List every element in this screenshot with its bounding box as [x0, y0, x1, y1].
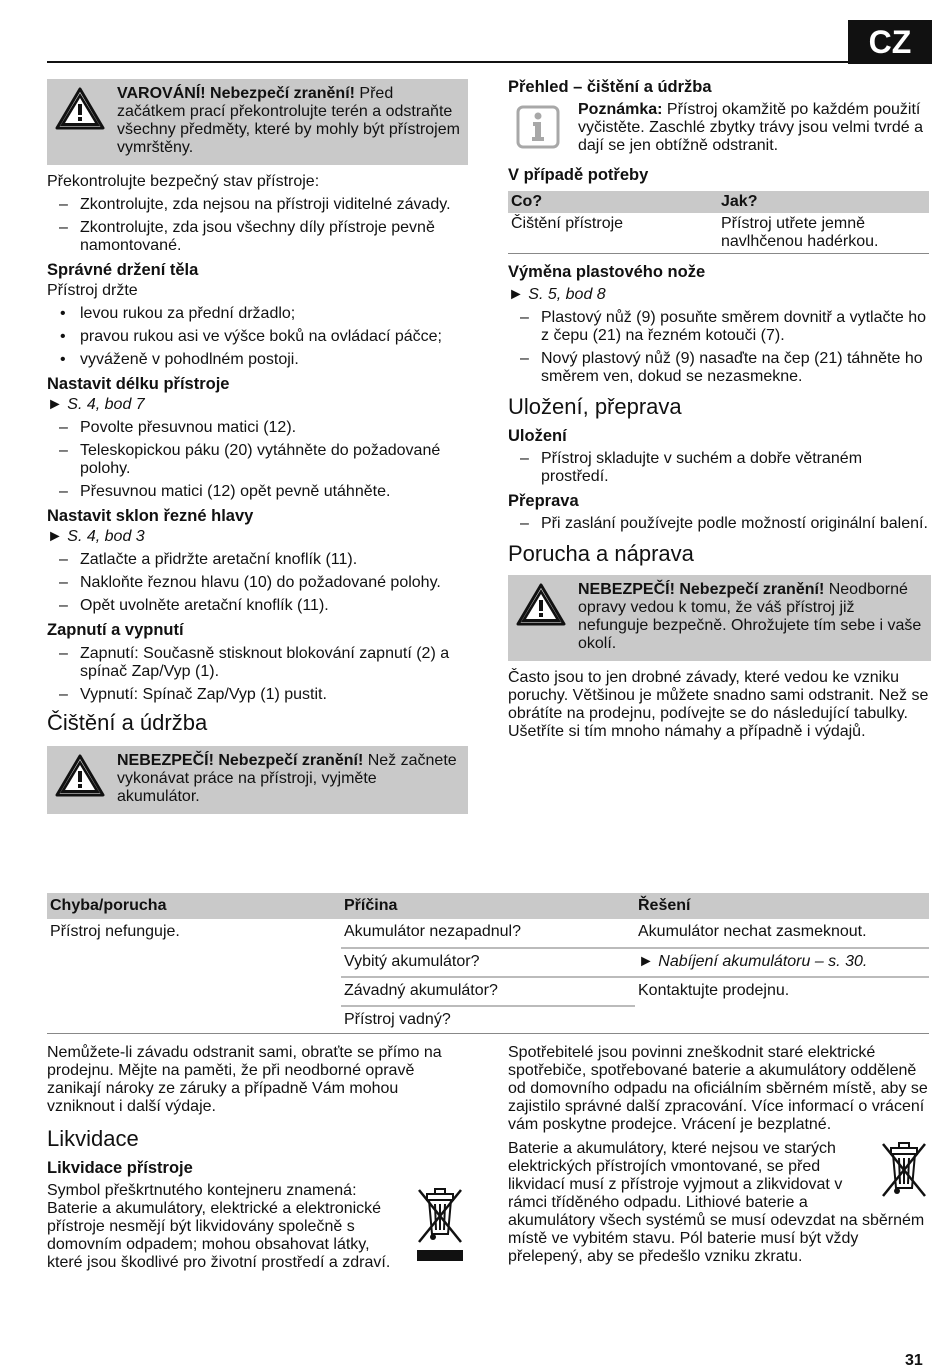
table-header: Jak?: [718, 191, 929, 213]
list-item: – Nový plastový nůž (9) nasaďte na čep (21) táhněte ho směrem ven, dokud se nezasmekne.: [508, 350, 931, 386]
fault-paragraph: Často jsou to jen drobné závady, které vedou ke vzniku poruchy. Většinou je můžete snadno sami odstranit. Než se obrátíte na prodejnu, podívejte se do následující tabulky. Ušetříte si tím mnoho námahy a případně i výdajů.: [508, 669, 929, 740]
list-item: – Vypnutí: Spínač Zap/Vyp (1) pustit.: [47, 686, 468, 704]
charging-ref: Nabíjení akumulátoru – s. 30.: [658, 953, 868, 970]
fault-table: [47, 893, 929, 1035]
table-cell: Vybitý akumulátor?: [341, 948, 635, 977]
table-header: Řešení: [635, 893, 929, 919]
table-cell: Akumulátor nechat zasmeknout.: [635, 919, 929, 948]
list-item: – Nakloňte řeznou hlavu (10) do požadované polohy.: [47, 574, 468, 592]
table-bottom-rule: [47, 1033, 929, 1034]
warning-text: Před začátkem prací překontrolujte terén a odstraňte všechny předměty, které by mohly být přístrojem vymrštěny.: [117, 85, 460, 156]
battery-paragraph: [508, 1140, 931, 1266]
table-cell: Čištění přístroje: [508, 213, 718, 254]
knife-ref-text: S. 5, bod 8: [528, 286, 606, 303]
check-intro: Překontrolujte bezpečný stav přístroje:: [47, 173, 320, 190]
info-icon: [516, 105, 560, 149]
table-row: [508, 213, 929, 254]
onoff-title: Zapnutí a vypnutí: [47, 621, 184, 639]
note: [508, 101, 931, 155]
overview-title: Přehled – čištění a údržba: [508, 78, 712, 96]
top-rule: [47, 61, 848, 63]
posture-title: Správné držení těla: [47, 261, 199, 279]
list-item: • pravou rukou asi ve výšce boků na ovládací páčce;: [47, 328, 468, 346]
list-item: • vyváženě v pohodlném postoji.: [47, 351, 468, 369]
list-item: – Povolte přesuvnou matici (12).: [47, 419, 468, 437]
list-item: – Plastový nůž (9) posuňte směrem dovnitř a vytlačte ho z čepu (21) na řezném kotouči (7).: [508, 309, 931, 345]
warning-strong: VAROVÁNÍ! Nebezpečí zranění!: [117, 85, 355, 102]
table-row: [47, 919, 929, 948]
right-column: [508, 77, 931, 741]
warning-box: [47, 79, 468, 165]
list-item: – Zatlačte a přidržte aretační knoflík (11).: [47, 551, 468, 569]
table-cell: Akumulátor nezapadnul?: [341, 919, 635, 948]
list-item: – Přístroj skladujte v suchém a dobře větraném prostředí.: [508, 450, 931, 486]
knife-ref: [508, 286, 931, 304]
table-cell: Kontaktujte prodejnu.: [638, 982, 790, 999]
language-badge: CZ: [848, 20, 932, 64]
arrow-right-icon: ►: [47, 396, 63, 413]
danger-strong: NEBEZPEČÍ! Nebezpečí zranění!: [117, 752, 364, 769]
warning-triangle-icon: [55, 754, 105, 798]
cleaning-heading: Čištění a údržba: [47, 710, 208, 735]
maintenance-table: [508, 191, 929, 254]
table-cell: [635, 948, 929, 977]
arrow-right-icon: ►: [638, 953, 654, 970]
list-item: – Přesuvnou matici (12) opět pevně utáhněte.: [47, 483, 468, 501]
storage-title: Uložení: [508, 427, 567, 445]
danger-box: [508, 575, 931, 661]
table-cell: Závadný akumulátor?: [341, 977, 635, 1006]
consumers-paragraph: Spotřebitelé jsou povinni zneškodnit staré elektrické spotřebiče, spotřebované baterie a akumulátory odděleně od domovního odpadu na oficiálním sběrném místě, aby se zajistilo správné další zpracování. Více informací o vrácení vám poskytne prodejce. Vrácení je bezplatné.: [508, 1044, 928, 1133]
page-number: 31: [905, 1352, 923, 1369]
table-header: Příčina: [341, 893, 635, 919]
tilt-ref-text: S. 4, bod 3: [67, 528, 145, 545]
table-cell: Přístroj nefunguje.: [50, 923, 180, 940]
length-ref-text: S. 4, bod 7: [67, 396, 145, 413]
note-text: Přístroj okamžitě po každém použití vyčistěte. Zaschlé zbytky trávy jsou velmi tvrdé a dají se jen obtížně odstranit.: [578, 101, 923, 154]
list-item: – Opět uvolněte aretační knoflík (11).: [47, 597, 468, 615]
bottom-left-column: [47, 1044, 468, 1272]
tilt-title: Nastavit sklon řezné hlavy: [47, 507, 254, 525]
disposal-heading: Likvidace: [47, 1126, 139, 1151]
warning-triangle-icon: [516, 583, 566, 627]
length-ref: [47, 396, 468, 414]
list-item: – Zkontrolujte, zda nejsou na přístroji viditelné závady.: [47, 196, 468, 214]
left-column: [47, 79, 468, 814]
arrow-right-icon: ►: [508, 286, 524, 303]
warning-triangle-icon: [55, 87, 105, 131]
table-cell: Přístroj utřete jemně navlhčenou hadérkou.: [718, 213, 929, 254]
tilt-ref: [47, 528, 468, 546]
storage-heading: Uložení, přeprava: [508, 394, 682, 419]
danger-strong: NEBEZPEČÍ! Nebezpečí zranění!: [578, 581, 825, 598]
note-strong: Poznámka:: [578, 101, 663, 118]
posture-intro: Přístroj držte: [47, 282, 138, 299]
list-item: – Zkontrolujte, zda jsou všechny díly přístroje pevně namontované.: [47, 219, 468, 255]
danger-text: Než začnete vykonávat práce na přístroji, vyjměte akumulátor.: [117, 752, 457, 805]
list-item: – Zapnutí: Současně stisknout blokování zapnutí (2) a spínač Zap/Vyp (1).: [47, 645, 468, 681]
transport-title: Přeprava: [508, 492, 579, 510]
repair-paragraph: Nemůžete-li závadu odstranit sami, obraťte se přímo na prodejnu. Mějte na paměti, že při neodborné opravě zanikají nároky ze záruky a případně Vám mohou vzniknout i další výdaje.: [47, 1044, 442, 1115]
arrow-right-icon: ►: [47, 528, 63, 545]
knife-title: Výměna plastového nože: [508, 263, 706, 281]
fault-heading: Porucha a náprava: [508, 541, 694, 566]
danger-text: Neodborné opravy vedou k tomu, že váš přístroj již nefunguje bezpečně. Ohrožujete tím sebe i vaše okolí.: [578, 581, 922, 652]
table-header: Co?: [508, 191, 718, 213]
table-cell: Přístroj vadný?: [344, 1011, 451, 1028]
disposal-title: Likvidace přístroje: [47, 1159, 193, 1177]
danger-box: [47, 746, 468, 814]
table-header: Chyba/porucha: [47, 893, 341, 919]
list-item: • levou rukou za přední držadlo;: [47, 305, 468, 323]
length-title: Nastavit délku přístroje: [47, 375, 230, 393]
bottom-right-column: [508, 1044, 931, 1266]
crossed-bin-icon: [413, 1186, 467, 1264]
list-item: – Při zaslání používejte podle možností originální balení.: [508, 515, 931, 533]
asneeded-title: V případě potřeby: [508, 166, 649, 184]
disposal-paragraph: Symbol přeškrtnutého kontejneru znamená: Baterie a akumulátory, elektrické a elektronické přístroje nesmějí být likvidovány společně s domovním odpadem; mohou obsahovat látky, které jsou škodlivé pro životní prostředí a zdraví.: [47, 1182, 391, 1271]
list-item: – Teleskopickou páku (20) vytáhněte do požadované polohy.: [47, 442, 468, 478]
crossed-bin-icon: [869, 1140, 931, 1202]
battery-text: Baterie a akumulátory, které nejsou ve starých elektrických přístrojích vmontované, se před likvidací musí z přístroje vyjmout a zlikvidovat v rámci tříděného odpadu. Lithiové baterie a akumulátory všech systémů se musí odevzdat na sběrném místě ve vybitém stavu. Pól baterie musí být vždy přelepený, aby se předešlo vzniku zkratu.: [508, 1140, 925, 1265]
